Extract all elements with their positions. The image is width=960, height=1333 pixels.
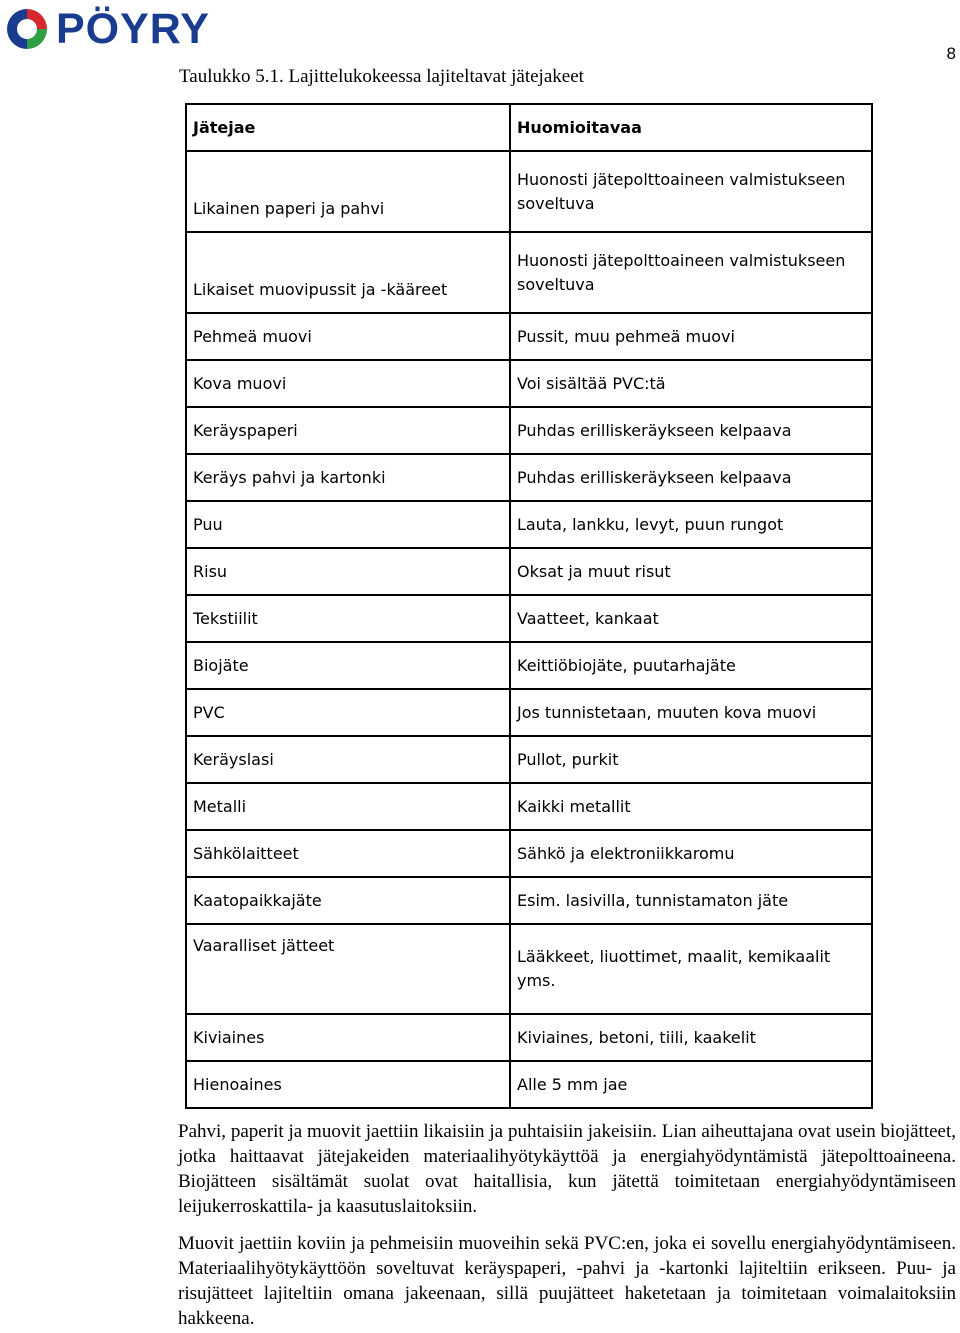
table-row [186,454,872,501]
notes-cell: Voi sisältää PVC:tä [510,360,872,407]
table-row [186,595,872,642]
notes-cell: Kaikki metallit [510,783,872,830]
notes-cell: Keittiöbiojäte, puutarhajäte [510,642,872,689]
body-paragraph: Muovit jaettiin koviin ja pehmeisiin muoveihin sekä PVC:en, joka ei sovellu energiahyödyntämiseen. Materiaalihyötykäyttöön soveltuvat keräyspaperi, -pahvi ja -kartonki lajiteltiin erikseen. Puu- ja risujätteet lajiteltiin omana jakeenaan, sillä puujätteet haketetaan ja toimitetaan voimalaitoksiin hakkeena. [178,1233,956,1329]
logo-wordmark: PÖYRY [56,5,210,53]
waste-fraction-cell: Keräys pahvi ja kartonki [186,454,510,501]
table-row [186,407,872,454]
notes-cell: Sähkö ja elektroniikkaromu [510,830,872,877]
waste-fraction-cell: Kiviaines [186,1014,510,1061]
notes-cell: Alle 5 mm jae [510,1061,872,1108]
notes-cell: Esim. lasivilla, tunnistamaton jäte [510,877,872,924]
waste-fraction-cell: Kova muovi [186,360,510,407]
waste-fraction-cell: Keräyspaperi [186,407,510,454]
table-row [186,830,872,877]
notes-cell: Lääkkeet, liuottimet, maalit, kemikaalit yms. [510,924,872,1014]
table-row [186,689,872,736]
waste-fraction-cell: Likainen paperi ja pahvi [186,151,510,232]
table-row [186,232,872,313]
waste-fraction-cell: Likaiset muovipussit ja -kääreet [186,232,510,313]
notes-cell: Oksat ja muut risut [510,548,872,595]
table-caption: Taulukko 5.1. Lajittelukokeessa lajiteltavat jätejakeet [179,66,584,87]
column-header-notes: Huomioitavaa [510,104,872,151]
body-paragraph: Pahvi, paperit ja muovit jaettiin likaisiin ja puhtaisiin jakeisiin. Lian aiheuttajana ovat usein biojätteet, jotka haittaavat jätejakeiden materiaalihyötykäyttöä ja energiahyödyntämistä jätepolttoaineena. Biojätteen sisältämät suolat ovat haitallisia, kun jätettä toimitetaan energiahyödyntämiseen leijukerroskattila- ja kaasutuslaitoksiin. [178,1121,956,1217]
table-row [186,360,872,407]
notes-cell: Pussit, muu pehmeä muovi [510,313,872,360]
notes-cell: Vaatteet, kankaat [510,595,872,642]
notes-cell: Lauta, lankku, levyt, puun rungot [510,501,872,548]
page-number: 8 [946,44,956,63]
waste-fraction-cell: Puu [186,501,510,548]
waste-fraction-cell: Vaaralliset jätteet [186,924,510,1014]
table-row [186,313,872,360]
notes-cell: Puhdas erilliskeräykseen kelpaava [510,407,872,454]
table-row [186,877,872,924]
waste-fraction-table [185,103,873,1109]
table-row [186,1014,872,1061]
notes-cell: Jos tunnistetaan, muuten kova muovi [510,689,872,736]
waste-fraction-cell: Kaatopaikkajäte [186,877,510,924]
table-row [186,1061,872,1108]
poyry-logo-mark-icon [4,6,50,52]
waste-fraction-cell: Biojäte [186,642,510,689]
table-row [186,548,872,595]
waste-fraction-cell: Pehmeä muovi [186,313,510,360]
table-row [186,783,872,830]
table-row [186,736,872,783]
table-header-row [186,104,872,151]
notes-cell: Huonosti jätepolttoaineen valmistukseen soveltuva [510,232,872,313]
poyry-logo [4,6,210,52]
notes-cell: Kiviaines, betoni, tiili, kaakelit [510,1014,872,1061]
column-header-waste-fraction: Jätejae [186,104,510,151]
table-row [186,151,872,232]
waste-fraction-cell: Tekstiilit [186,595,510,642]
table-row [186,501,872,548]
table-row [186,924,872,1014]
notes-cell: Puhdas erilliskeräykseen kelpaava [510,454,872,501]
waste-fraction-cell: PVC [186,689,510,736]
waste-fraction-cell: Hienoaines [186,1061,510,1108]
waste-fraction-cell: Risu [186,548,510,595]
notes-cell: Huonosti jätepolttoaineen valmistukseen soveltuva [510,151,872,232]
table-row [186,642,872,689]
waste-fraction-cell: Sähkölaitteet [186,830,510,877]
notes-cell: Pullot, purkit [510,736,872,783]
waste-fraction-cell: Keräyslasi [186,736,510,783]
waste-fraction-cell: Metalli [186,783,510,830]
